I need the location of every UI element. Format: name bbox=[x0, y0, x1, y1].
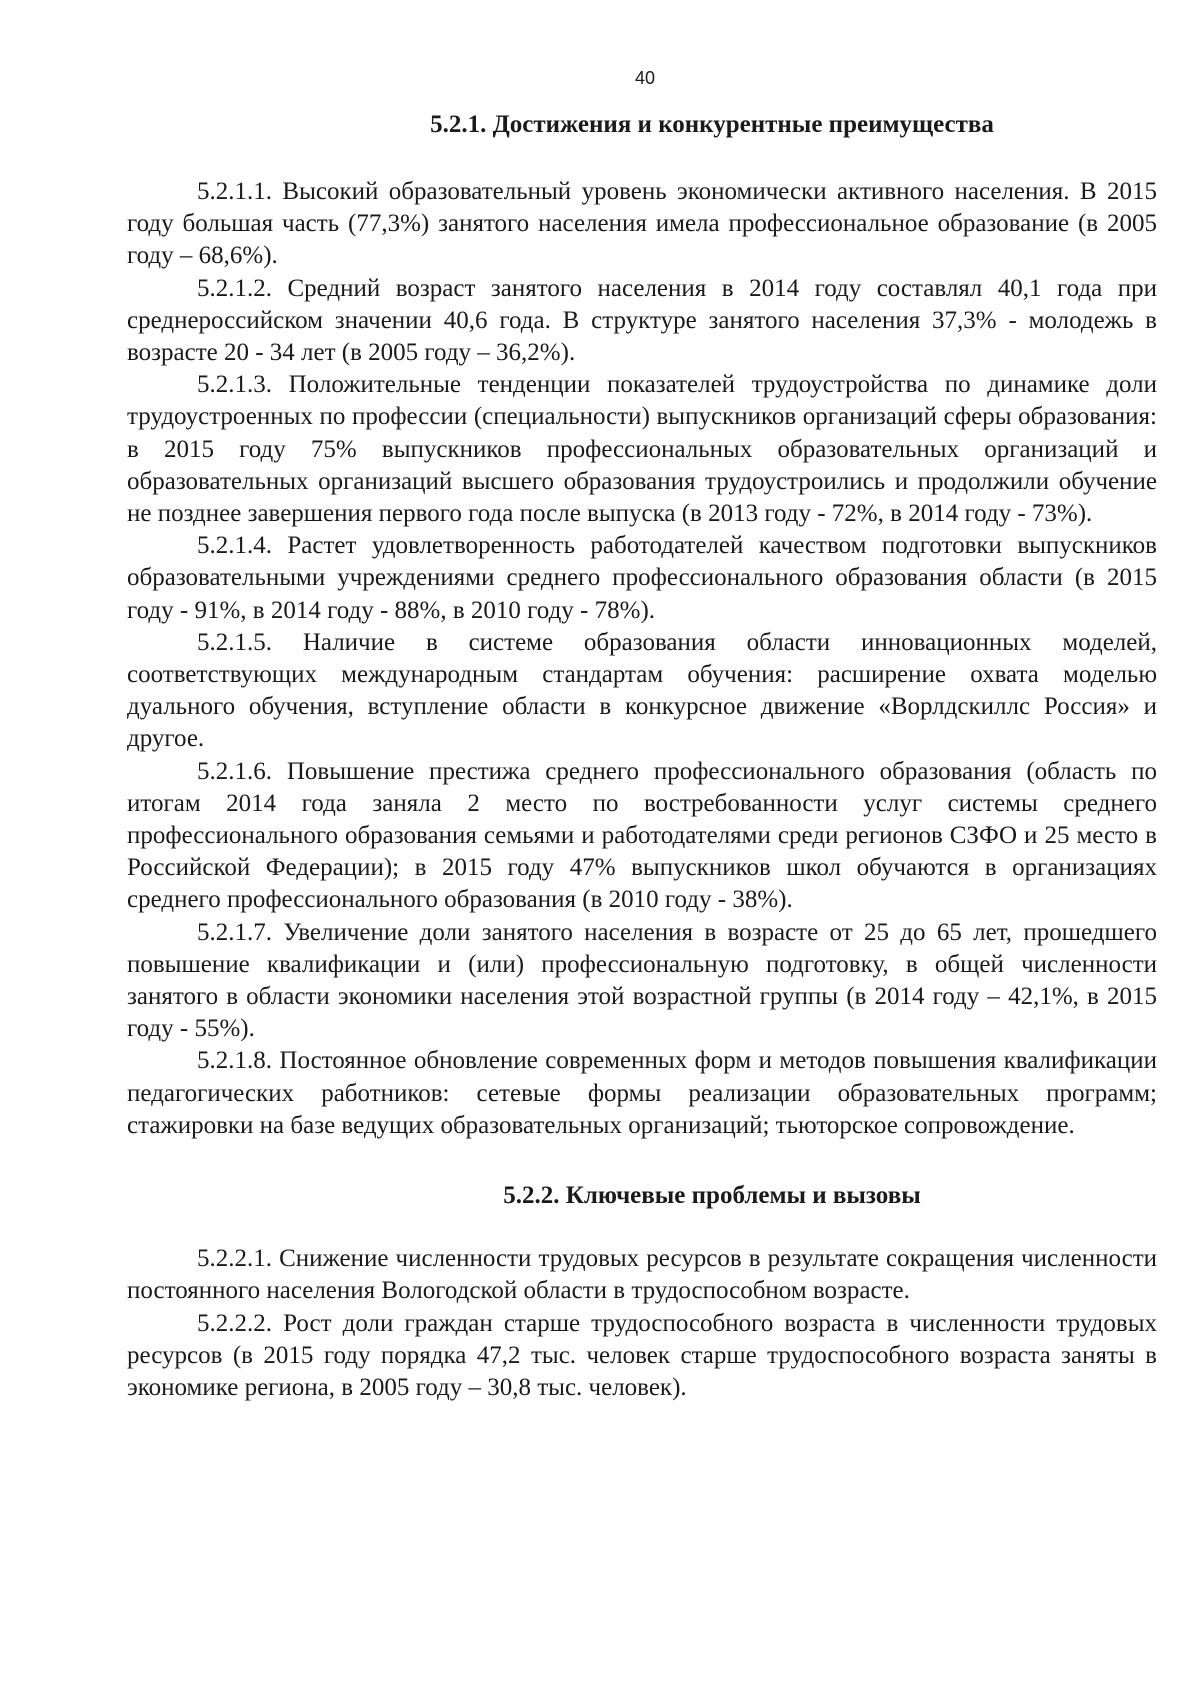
paragraph-5-2-1-3: 5.2.1.3. Положительные тенденции показателей трудоустройства по динамике доли трудоустроенных по профессии (специальности) выпускников организаций сферы образования: в 2015 году 75% выпускников профессиональных образовательных организаций и образовательных организаций высшего образования трудоустроились и продолжили обучение не позднее завершения первого года после выпуска (в 2013 году - 72%, в 2014 году - 73%). bbox=[127, 371, 1157, 528]
section-problems bbox=[127, 1243, 1157, 1404]
page-content bbox=[127, 108, 1157, 1404]
paragraph-5-2-1-1: 5.2.1.1. Высокий образовательный уровень экономически активного населения. В 2015 году большая часть (77,3%) занятого населения имела профессиональное образование (в 2005 году – 68,6%). bbox=[127, 178, 1157, 270]
section-achievements bbox=[127, 176, 1157, 1142]
paragraph-5-2-1-8: 5.2.1.8. Постоянное обновление современных форм и методов повышения квалификации педагогических работников: сетевые формы реализации образовательных программ; стажировки на базе ведущих образовательных организаций; тьюторское сопровождение. bbox=[127, 1047, 1157, 1139]
paragraph-5-2-2-2: 5.2.2.2. Рост доли граждан старше трудоспособного возраста в численности трудовых ресурсов (в 2015 году порядка 47,2 тыс. человек старше трудоспособного возраста заняты в экономике региона, в 2005 году – 30,8 тыс. человек). bbox=[127, 1309, 1157, 1401]
section-heading-problems: 5.2.2. Ключевые проблемы и вызовы bbox=[503, 1182, 921, 1210]
paragraph-5-2-2-1: 5.2.2.1. Снижение численности трудовых ресурсов в результате сокращения численности постоянного населения Вологодской области в трудоспособном возрасте. bbox=[127, 1245, 1157, 1305]
section-heading-wrap bbox=[127, 1179, 1157, 1213]
paragraph-5-2-1-7: 5.2.1.7. Увеличение доли занятого населения в возрасте от 25 до 65 лет, прошедшего повышение квалификации и (или) профессиональную подготовку, в общей численности занятого в области экономики населения этой возрастной группы (в 2014 году – 42,1%, в 2015 году - 55%). bbox=[127, 918, 1157, 1043]
paragraph-5-2-1-2: 5.2.1.2. Средний возраст занятого населения в 2014 году составлял 40,1 года при среднероссийском значении 40,6 года. В структуре занятого населения 37,3% - молодежь в возрасте 20 - 34 лет (в 2005 году – 36,2%). bbox=[127, 274, 1157, 367]
section-heading-achievements: 5.2.1. Достижения и конкурентные преимущества bbox=[430, 111, 994, 138]
paragraph-5-2-1-6: 5.2.1.6. Повышение престижа среднего профессионального образования (область по итогам 2014 года заняла 2 место по востребованности услуг системы среднего профессионального образования семьями и работодателями среди регионов СЗФО и 25 место в Российской Федерации); в 2015 году 47% выпускников школ обучаются в организациях среднего профессионального образования (в 2010 году - 38%). bbox=[127, 757, 1157, 914]
page-number: 40 bbox=[634, 68, 656, 88]
paragraph-5-2-1-4: 5.2.1.4. Растет удовлетворенность работодателей качеством подготовки выпускников образовательными учреждениями среднего профессионального образования области (в 2015 году - 91%, в 2014 году - 88%, в 2010 году - 78%). bbox=[127, 532, 1157, 624]
paragraph-5-2-1-5: 5.2.1.5. Наличие в системе образования области инновационных моделей, соответствующих международным стандартам обучения: расширение охвата моделью дуального обучения, вступление области в конкурсное движение «Ворлдскиллс Россия» и другое. bbox=[127, 628, 1157, 753]
